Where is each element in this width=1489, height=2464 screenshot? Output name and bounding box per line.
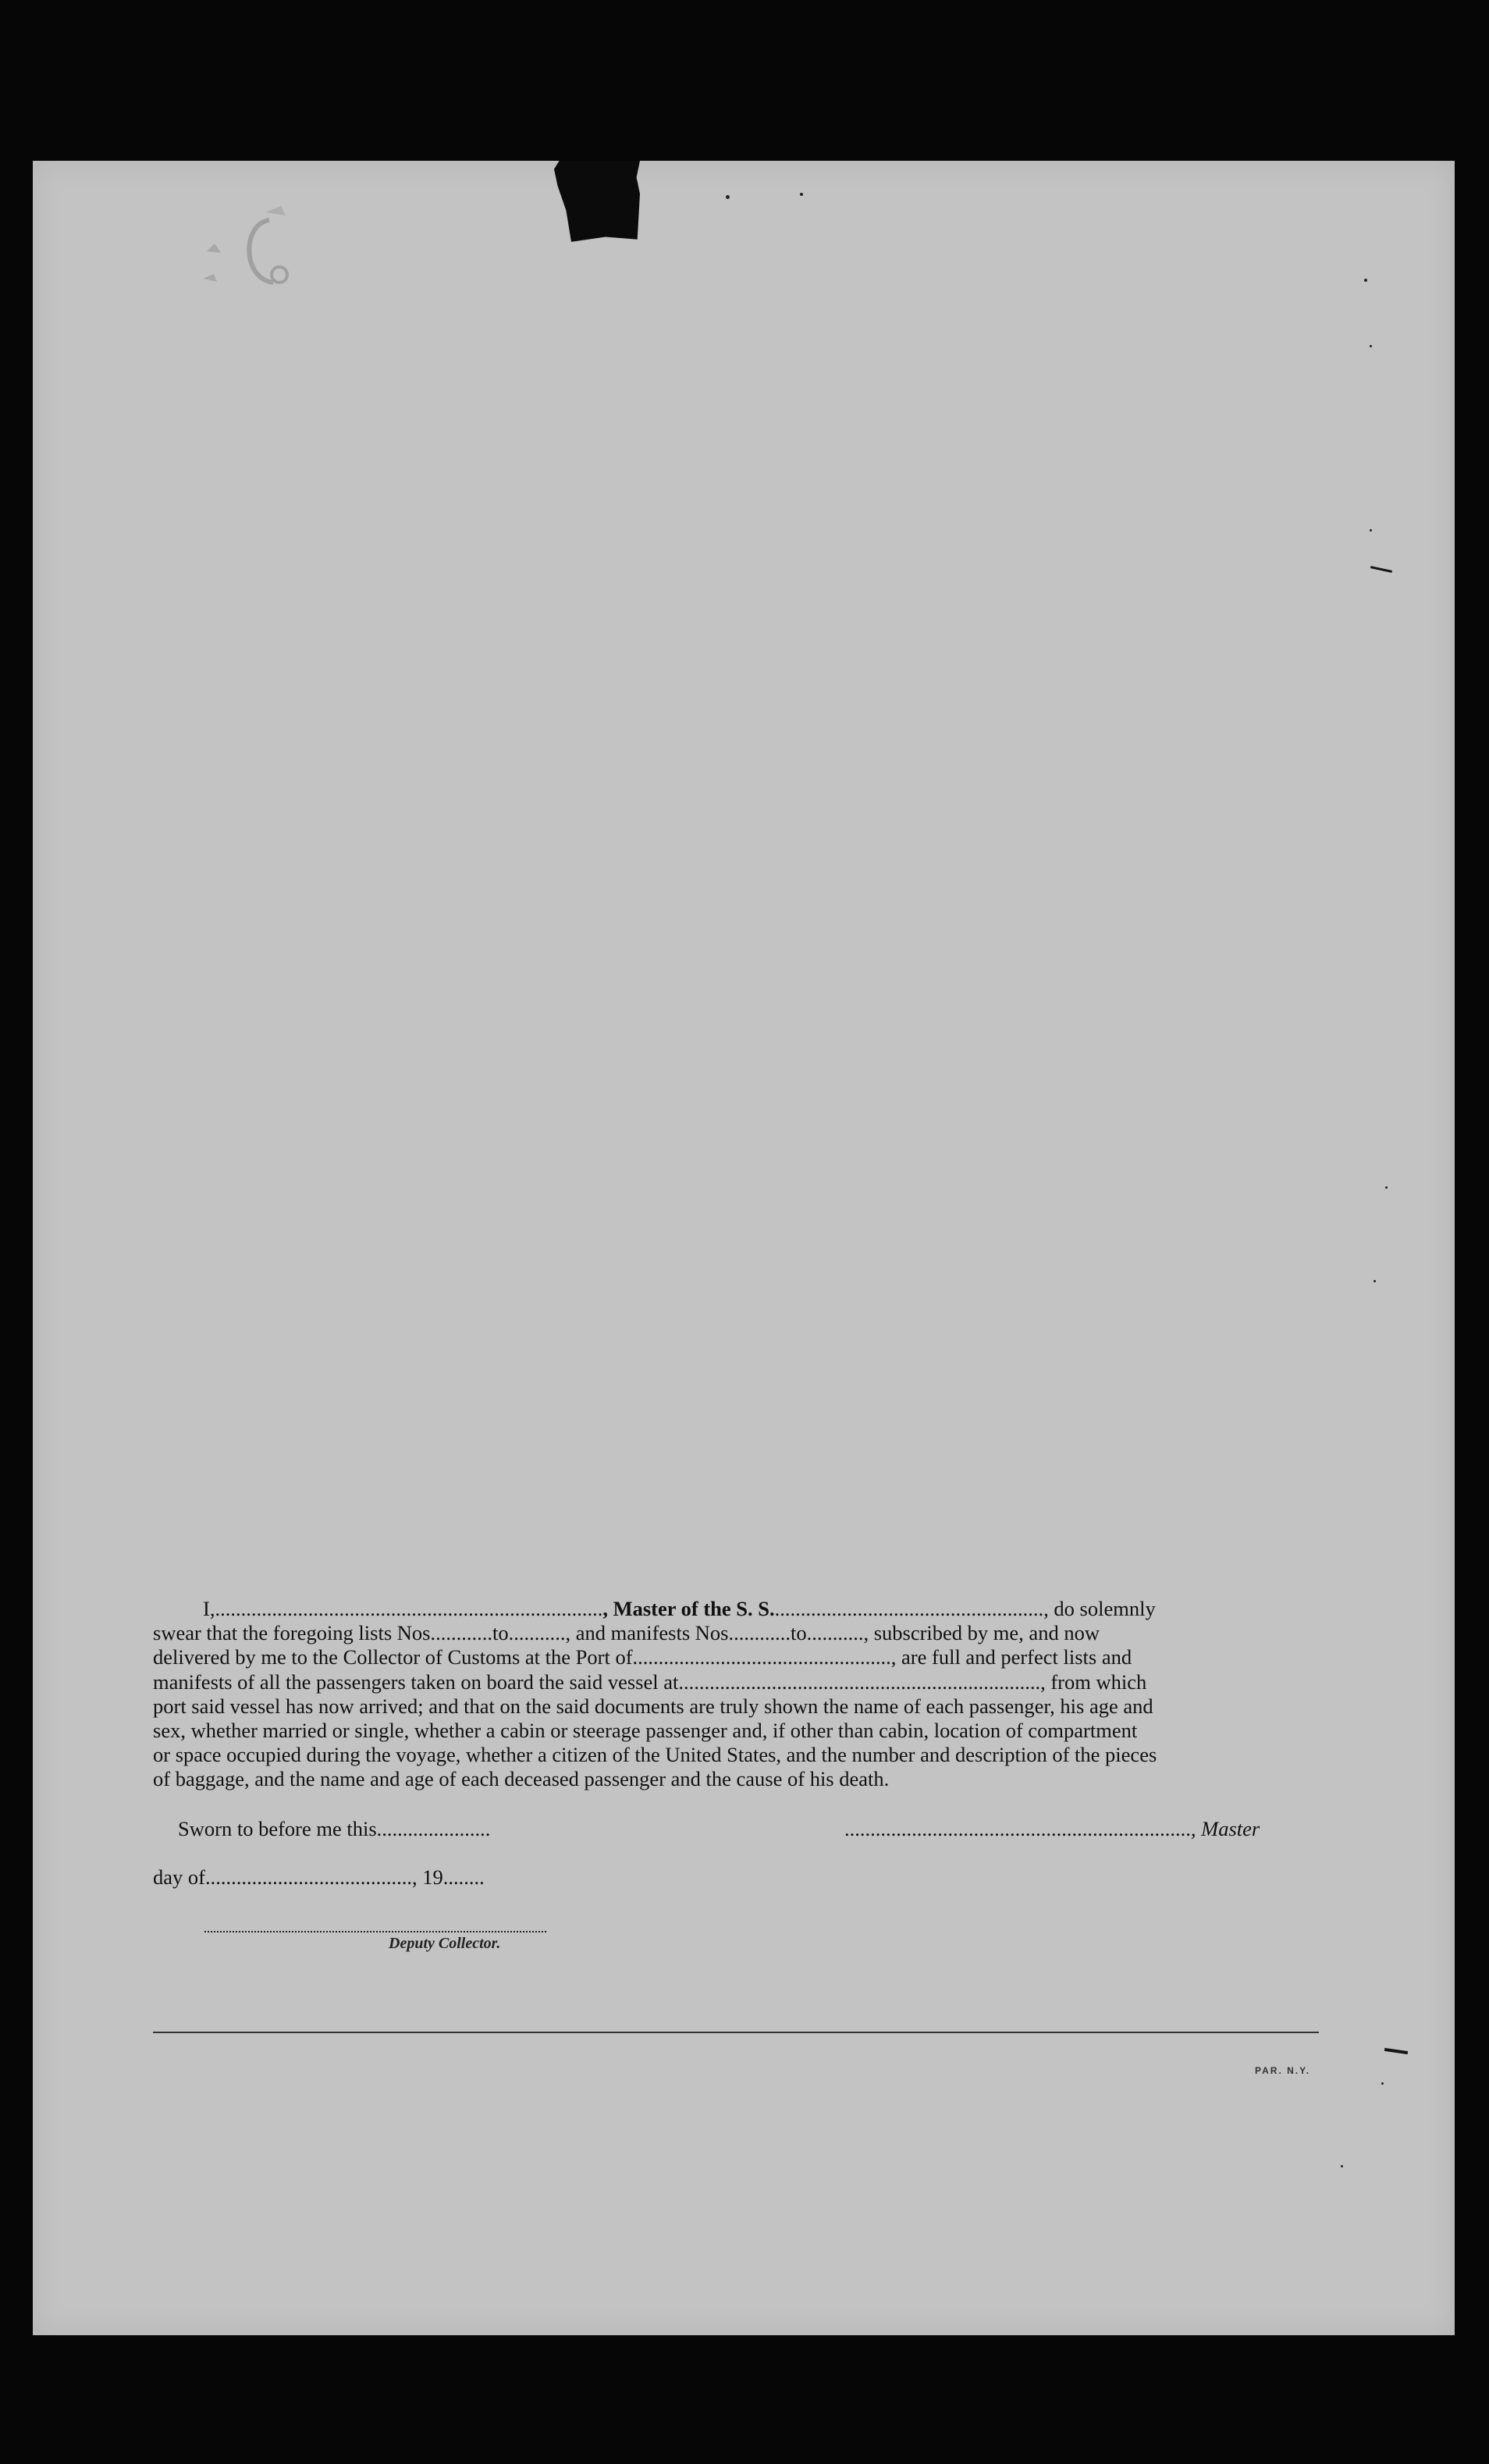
oath-line-5: port said vessel has now arrived; and that on the said documents are truly shown the name of each passenger, his age and — [153, 1694, 1153, 1718]
speck — [726, 195, 730, 199]
master-of-ss-label: , Master of the S. S. — [602, 1597, 775, 1620]
sworn-before-me-line: Sworn to before me this...................... — [178, 1817, 491, 1840]
speck — [1364, 279, 1367, 282]
speck — [1370, 529, 1372, 532]
vessel-name-blank: .................................................... — [774, 1597, 1044, 1620]
oath-line-8: of baggage, and the name and age of each deceased passenger and the cause of his death. — [153, 1767, 890, 1791]
oath-line-1-end: , do solemnly — [1043, 1597, 1156, 1620]
master-signature-label: , Master — [1190, 1817, 1260, 1840]
speck — [800, 193, 803, 196]
speck — [1385, 1186, 1388, 1189]
speck — [1374, 1280, 1376, 1282]
oath-line-6: sex, whether married or single, whether a cabin or steerage passenger and, if other than cabin, location of compartment — [153, 1719, 1138, 1743]
speck — [1381, 2082, 1384, 2085]
master-name-blank: ........................................................................... — [215, 1597, 603, 1620]
master-signature-blank: ................................................................... — [844, 1817, 1191, 1840]
printer-mark: PAR. N.Y. — [1255, 2065, 1311, 2076]
oath-line-1-start: I, — [203, 1597, 215, 1620]
speck — [1341, 2165, 1343, 2167]
oath-line-2: swear that the foregoing lists Nos............to..........., and manifests Nos............to..........., subscribed by me, and now — [153, 1621, 1100, 1645]
bottom-rule — [153, 2032, 1319, 2033]
oath-line-1 — [153, 1597, 1328, 1621]
master-oath-paragraph — [153, 1597, 1328, 1792]
deputy-signature-blank — [204, 1931, 546, 1932]
deputy-collector-label: Deputy Collector. — [389, 1935, 501, 1952]
master-signature-line — [844, 1817, 1260, 1841]
day-of-line: day of........................................, 19........ — [153, 1865, 485, 1889]
oath-line-4: manifests of all the passengers taken on board the said vessel at......................................................................, from which — [153, 1669, 1147, 1694]
oath-line-7: or space occupied during the voyage, whether a citizen of the United States, and the number and description of the pieces — [153, 1743, 1157, 1767]
document-page — [33, 161, 1455, 2335]
oath-line-3: delivered by me to the Collector of Customs at the Port of.................................................., are full and perfect lists and — [153, 1645, 1132, 1669]
speck — [1370, 345, 1372, 347]
faint-stamp-mark — [195, 204, 297, 298]
